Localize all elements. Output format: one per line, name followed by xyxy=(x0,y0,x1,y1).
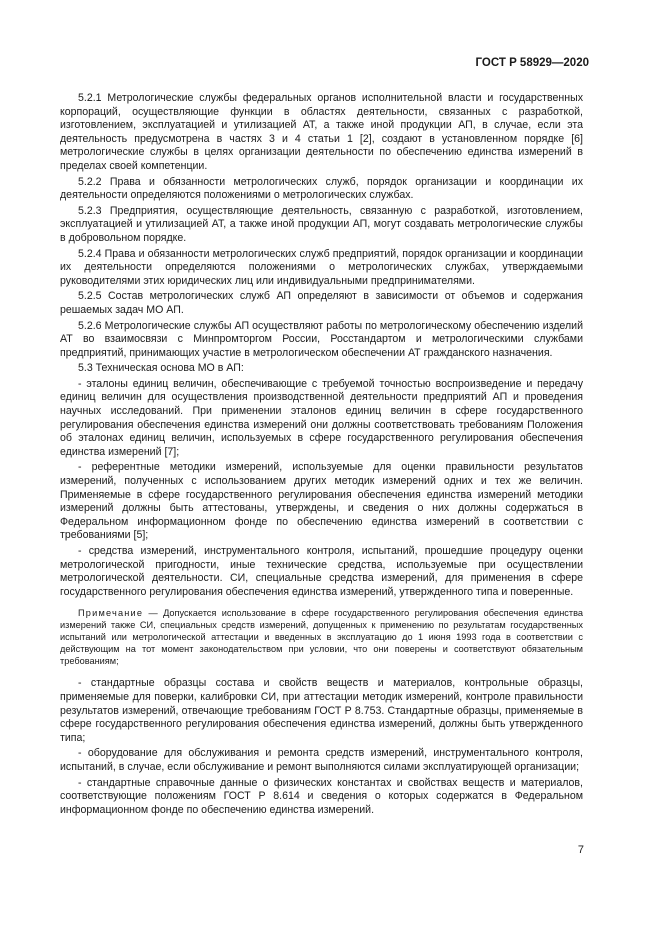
list-item-service-equipment: - оборудование для обслуживания и ремонта средств измерений, инструментального контроля, испытаний, в случае, если обслуживание и ремонт выполняются силами эксплуатирующей организации; xyxy=(60,747,583,773)
document-body xyxy=(60,92,583,819)
paragraph-5-2-3: 5.2.3 Предприятия, осуществляющие деятельность, связанную с разработкой, изготовлением, эксплуатацией и утилизацией АТ, а также иной продукции АП, могут создавать метрологические службы в добровольном порядке. xyxy=(60,204,583,244)
list-item-reference-data: - стандартные справочные данные о физических константах и свойствах веществ и материалов, соответствующие положениям ГОСТ Р 8.614 и сведения о которых содержатся в Федеральном информационном фонде по обеспечению единства измерений. xyxy=(60,776,583,816)
list-item-standards: - эталоны единиц величин, обеспечивающие с требуемой точностью воспроизведение и передачу единиц величин для осуществления производственной деятельности предприятий АП и проведения научных исследований. При применении эталонов единиц величин в сфере государственного регулирования обеспечения единства измерений они должны соответствовать требованиям Положения об эталонах единиц величин, используемых в сфере государственного регулирования обеспечения единства измерений [7]; xyxy=(60,377,583,458)
page-number: 7 xyxy=(577,844,584,856)
paragraph-5-2-5: 5.2.5 Состав метрологических служб АП определяют в зависимости от объемов и содержания решаемых задач МО АП. xyxy=(60,290,583,316)
note xyxy=(60,607,583,667)
paragraph-5-2-2: 5.2.2 Права и обязанности метрологических служб, порядок организации и координации их деятельности определяются положениями о метрологических службах. xyxy=(60,175,583,202)
paragraph-5-3: 5.3 Техническая основа МО в АП: xyxy=(78,362,244,375)
paragraph-5-2-1: 5.2.1 Метрологические службы федеральных органов исполнительной власти и государственных корпораций, осуществляющие функции в областях деятельности, связанных с разработкой, изготовлением, эксплуатацией и утилизацией АТ, а также иной продукции АП, в случае, если эта деятельность предусмотрена в частях 3 и 4 статьи 1 [2], создают в установленном порядке [6] метрологические службы в целях организации деятельности по обеспечению единства измерений в пределах своей компетенции. xyxy=(60,92,583,172)
list-item-reference-methods: - референтные методики измерений, используемые для оценки правильности результатов измерений, полученных с использованием других методик измерений одних и тех же величин. Применяемые в сфере государственного регулирования обеспечения единства измерений методики измерений должны быть аттестованы, утверждены, и сведения о них должны содержаться в Федеральном информационном фонде по обеспечению единства измерений в соответствии с требованиями [5]; xyxy=(60,461,583,542)
note-label: Примечание xyxy=(78,608,144,619)
paragraph-5-2-4: 5.2.4 Права и обязанности метрологических служб предприятий, порядок организации и координации их деятельности определяются положениями о метрологических службах, утверждаемыми руководителями этих юридических лиц или индивидуальными предпринимателями. xyxy=(60,247,583,287)
note-text: — Допускается использование в сфере государственного регулирования обеспечения единства измерений также СИ, специальных средств измерений, допущенных к применению по результатам государственных испытаний или метрологической аттестации и введенных в эксплуатацию до 1 июня 1993 года в соответствии с действующим на тот момент законодательством при условии, что они поверены и соответствуют обязательным требованиям; xyxy=(60,608,583,667)
paragraph-5-2-6: 5.2.6 Метрологические службы АП осуществляют работы по метрологическому обеспечению изделий АТ во взаимосвязи с Минпромторгом России, Росстандартом и метрологическими службами предприятий, принимающих участие в метрологическом обеспечении АТ гражданского назначения. xyxy=(60,319,583,359)
list-item-measuring-instruments: - средства измерений, инструментального контроля, испытаний, прошедшие процедуру оценки метрологической пригодности, иные технические средства, используемые при осуществлении метрологической деятельности. СИ, специальные средства измерений, для применения в сфере государственного регулирования обеспечения единства измерений, утвержденного типа и поверенные. xyxy=(60,545,583,598)
document-header-id: ГОСТ Р 58929—2020 xyxy=(475,57,589,69)
list-item-reference-samples: - стандартные образцы состава и свойств веществ и материалов, контрольные образцы, применяемые для поверки, калибровки СИ, при аттестации методик измерений, контроле правильности результатов измерений, отвечающие требованиям ГОСТ Р 8.753. Стандартные образцы, применяемые в сфере государственного регулирования обеспечения единства измерений, должны быть утвержденного типа; xyxy=(60,677,583,744)
